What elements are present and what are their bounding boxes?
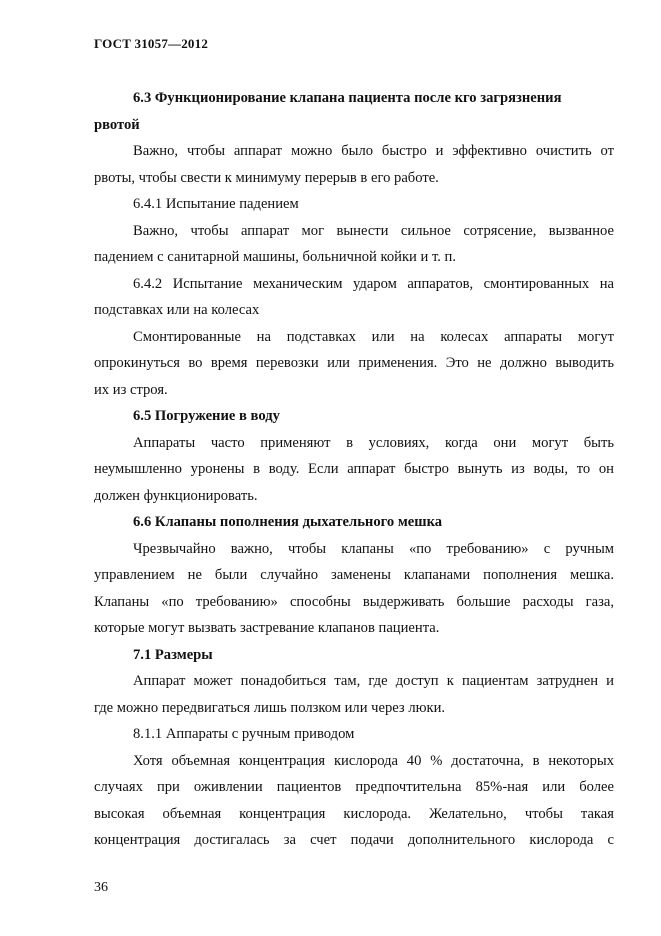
paragraph-line bbox=[94, 721, 614, 748]
paragraph-line bbox=[94, 165, 614, 192]
paragraph-line bbox=[94, 138, 614, 165]
line-text: Чрезвычайно важно, чтобы клапаны «по требованию» с ручным bbox=[133, 540, 614, 557]
paragraph-line bbox=[94, 191, 614, 218]
line-text: Хотя объемная концентрация кислорода 40 % достаточна, в некоторых bbox=[133, 752, 614, 769]
paragraph-line bbox=[94, 748, 614, 775]
line-text: управлением не были случайно заменены клапанами пополнения мешка. bbox=[94, 567, 614, 583]
line-text: рвотой bbox=[94, 116, 140, 133]
paragraph-line bbox=[94, 350, 614, 377]
line-text: неумышленно уронены в воду. Если аппарат быстро вынуть из воды, то он bbox=[94, 461, 614, 477]
line-text: Аппарат может понадобиться там, где доступ к пациентам затруднен и bbox=[133, 673, 614, 689]
paragraph-line bbox=[94, 271, 614, 298]
line-text: 6.6 Клапаны пополнения дыхательного мешка bbox=[133, 514, 443, 530]
line-text: высокая объемная концентрация кислорода. Желательно, чтобы такая bbox=[94, 805, 614, 822]
paragraph-line bbox=[94, 615, 614, 642]
page-number: 36 bbox=[94, 880, 108, 895]
paragraph-line bbox=[94, 297, 614, 324]
paragraph-line bbox=[94, 562, 614, 589]
line-text: подставках или на колесах bbox=[94, 302, 260, 318]
paragraph-line bbox=[94, 244, 614, 271]
line-text: 6.4.2 Испытание механическим ударом аппаратов, смонтированных на bbox=[133, 275, 614, 292]
line-text: Смонтированные на подставках или на колесах аппараты могут bbox=[133, 328, 614, 345]
line-text: их из строя. bbox=[94, 381, 168, 398]
line-text: Важно, чтобы аппарат можно было быстро и эффективно очистить от bbox=[133, 143, 614, 159]
line-text: концентрация достигалась за счет подачи дополнительного кислорода с bbox=[94, 832, 614, 848]
line-text: Аппараты часто применяют в условиях, когда они могут быть bbox=[133, 434, 614, 451]
line-text: опрокинуться во время перевозки или применения. Это не должно выводить bbox=[94, 355, 614, 371]
line-text: которые могут вызвать застревание клапанов пациента. bbox=[94, 620, 440, 636]
paragraph-line bbox=[94, 218, 614, 245]
paragraph-line bbox=[94, 536, 614, 563]
section-heading-line bbox=[94, 642, 614, 669]
document-header: ГОСТ 31057—2012 bbox=[94, 36, 209, 51]
section-heading-line bbox=[94, 509, 614, 536]
paragraph-line bbox=[94, 430, 614, 457]
paragraph-line bbox=[94, 827, 614, 854]
line-text: Клапаны «по требованию» способны выдерживать большие расходы газа, bbox=[94, 593, 614, 610]
line-text: где можно передвигаться лишь ползком или через люки. bbox=[94, 699, 446, 716]
document-body bbox=[94, 85, 614, 854]
line-text: Важно, чтобы аппарат мог вынести сильное сотрясение, вызванное bbox=[133, 222, 614, 239]
paragraph-line bbox=[94, 589, 614, 616]
line-text: должен функционировать. bbox=[94, 487, 258, 504]
line-text: рвоты, чтобы свести к минимуму перерыв в его работе. bbox=[94, 169, 439, 186]
section-heading-line bbox=[94, 112, 614, 139]
paragraph-line bbox=[94, 324, 614, 351]
paragraph-line bbox=[94, 695, 614, 722]
section-heading-line bbox=[94, 403, 614, 430]
paragraph-line bbox=[94, 456, 614, 483]
line-text: 7.1 Размеры bbox=[133, 646, 213, 663]
line-text: 6.4.1 Испытание падением bbox=[133, 196, 299, 212]
line-text: 8.1.1 Аппараты с ручным приводом bbox=[133, 726, 355, 742]
line-text: случаях при оживлении пациентов предпочтительна 85%-ная или более bbox=[94, 779, 614, 795]
paragraph-line bbox=[94, 801, 614, 828]
line-text: 6.3 Функционирование клапана пациента после кго загрязнения bbox=[133, 90, 562, 106]
paragraph-line bbox=[94, 774, 614, 801]
line-text: 6.5 Погружение в воду bbox=[133, 408, 280, 424]
paragraph-line bbox=[94, 377, 614, 404]
line-text: падением с санитарной машины, больничной койки и т. п. bbox=[94, 249, 457, 265]
paragraph-line bbox=[94, 483, 614, 510]
paragraph-line bbox=[94, 668, 614, 695]
section-heading-line bbox=[94, 85, 614, 112]
